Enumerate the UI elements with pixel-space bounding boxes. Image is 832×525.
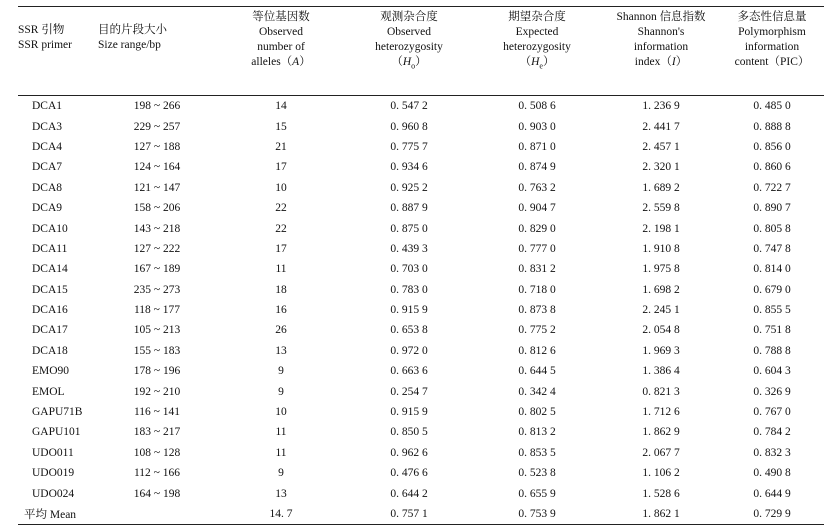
cell-ho: 0. 915 9 xyxy=(390,406,428,419)
cell-he: 0. 903 0 xyxy=(518,120,556,133)
cell-size: 127 ~ 188 xyxy=(133,140,181,153)
cell-alleles: 9 xyxy=(278,385,284,398)
cell-alleles: 9 xyxy=(278,365,284,378)
cell-ho: 0. 962 6 xyxy=(390,446,428,459)
cell-alleles: 10 xyxy=(275,406,287,419)
cell-alleles: 22 xyxy=(275,222,287,235)
cell-mean-label: 平均 Mean xyxy=(18,504,216,525)
cell-size: 198 ~ 266 xyxy=(133,100,181,113)
cell-primer: UDO011 xyxy=(32,446,74,459)
cell-shannon: 1. 862 9 xyxy=(642,426,680,439)
table-row xyxy=(18,341,824,361)
cell-shannon: 1. 236 9 xyxy=(642,100,680,113)
cell-pic: 0. 856 0 xyxy=(753,140,791,153)
table-row xyxy=(18,483,824,503)
cell-he: 0. 853 5 xyxy=(518,446,556,459)
table-row xyxy=(18,116,824,136)
cell-size: 143 ~ 218 xyxy=(133,222,181,235)
cell-ho: 0. 972 0 xyxy=(390,344,428,357)
cell-shannon: 2. 441 7 xyxy=(642,120,680,133)
header-pic: 多态性信息量 Polymorphism information content（PIC） xyxy=(720,7,824,96)
cell-he: 0. 802 5 xyxy=(518,406,556,419)
cell-alleles: 11 xyxy=(275,446,287,459)
cell-primer: DCA3 xyxy=(32,120,63,133)
cell-primer: UDO019 xyxy=(32,467,75,480)
table-row xyxy=(18,157,824,177)
cell-pic: 0. 805 8 xyxy=(753,222,791,235)
cell-shannon: 2. 198 1 xyxy=(642,222,680,235)
cell-he: 0. 829 0 xyxy=(518,222,556,235)
cell-mean-pic: 0. 729 9 xyxy=(720,504,824,525)
cell-primer: DCA17 xyxy=(32,324,68,337)
table-row xyxy=(18,320,824,340)
header-row xyxy=(18,7,824,96)
cell-he: 0. 342 4 xyxy=(518,385,556,398)
cell-ho: 0. 934 6 xyxy=(390,161,428,174)
table-row xyxy=(18,178,824,198)
cell-pic: 0. 784 2 xyxy=(753,426,791,439)
cell-primer: GAPU71B xyxy=(32,406,83,419)
cell-shannon: 2. 457 1 xyxy=(642,140,680,153)
cell-ho: 0. 476 6 xyxy=(390,467,428,480)
cell-primer: DCA9 xyxy=(32,202,63,215)
table-row xyxy=(18,96,824,117)
cell-ho: 0. 915 9 xyxy=(390,304,428,317)
cell-shannon: 2. 054 8 xyxy=(642,324,680,337)
cell-primer: DCA8 xyxy=(32,181,63,194)
cell-size: 178 ~ 196 xyxy=(133,365,181,378)
cell-pic: 0. 679 0 xyxy=(753,283,791,296)
cell-primer: DCA18 xyxy=(32,344,68,357)
table-row xyxy=(18,443,824,463)
cell-primer: DCA7 xyxy=(32,161,63,174)
cell-ho: 0. 850 5 xyxy=(390,426,428,439)
table-row xyxy=(18,300,824,320)
cell-shannon: 1. 698 2 xyxy=(642,283,680,296)
cell-size: 164 ~ 198 xyxy=(133,487,181,500)
cell-he: 0. 644 5 xyxy=(518,365,556,378)
cell-size: 155 ~ 183 xyxy=(133,344,181,357)
cell-alleles: 26 xyxy=(275,324,287,337)
cell-mean-alleles: 14. 7 xyxy=(216,504,346,525)
table-row xyxy=(18,381,824,401)
cell-ho: 0. 960 8 xyxy=(390,120,428,133)
table-row xyxy=(18,239,824,259)
cell-mean-ho: 0. 757 1 xyxy=(346,504,472,525)
cell-he: 0. 873 8 xyxy=(518,304,556,317)
cell-pic: 0. 490 8 xyxy=(753,467,791,480)
cell-alleles: 10 xyxy=(275,181,287,194)
cell-shannon: 1. 528 6 xyxy=(642,487,680,500)
cell-pic: 0. 860 6 xyxy=(753,161,791,174)
mean-row xyxy=(18,504,824,525)
cell-pic: 0. 855 5 xyxy=(753,304,791,317)
cell-shannon: 1. 975 8 xyxy=(642,263,680,276)
cell-he: 0. 904 7 xyxy=(518,202,556,215)
cell-alleles: 18 xyxy=(275,283,287,296)
cell-size: 127 ~ 222 xyxy=(133,242,181,255)
cell-he: 0. 874 9 xyxy=(518,161,556,174)
table-row xyxy=(18,402,824,422)
table-row xyxy=(18,137,824,157)
cell-alleles: 17 xyxy=(275,161,287,174)
cell-size: 124 ~ 164 xyxy=(133,161,181,174)
header-alleles: 等位基因数 Observed number of alleles（A） xyxy=(216,7,346,96)
header-shannon-index: Shannon 信息指数 Shannon's information index（I） xyxy=(602,7,720,96)
cell-ho: 0. 703 0 xyxy=(390,263,428,276)
cell-he: 0. 871 0 xyxy=(518,140,556,153)
cell-pic: 0. 888 8 xyxy=(753,120,791,133)
cell-ho: 0. 925 2 xyxy=(390,181,428,194)
cell-ho: 0. 547 2 xyxy=(390,100,428,113)
cell-he: 0. 508 6 xyxy=(518,100,556,113)
cell-alleles: 22 xyxy=(275,202,287,215)
table-row xyxy=(18,422,824,442)
header-primer: SSR 引物 SSR primer xyxy=(18,7,98,96)
cell-alleles: 13 xyxy=(275,344,287,357)
cell-primer: DCA10 xyxy=(32,222,68,235)
cell-primer: DCA14 xyxy=(32,263,68,276)
cell-he: 0. 777 0 xyxy=(518,242,556,255)
cell-ho: 0. 254 7 xyxy=(390,385,428,398)
cell-pic: 0. 890 7 xyxy=(753,202,791,215)
cell-ho: 0. 439 3 xyxy=(390,242,428,255)
cell-pic: 0. 747 8 xyxy=(753,242,791,255)
cell-he: 0. 812 6 xyxy=(518,344,556,357)
cell-size: 235 ~ 273 xyxy=(133,283,181,296)
cell-pic: 0. 832 3 xyxy=(753,446,791,459)
cell-size: 118 ~ 177 xyxy=(133,304,181,317)
cell-shannon: 1. 106 2 xyxy=(642,467,680,480)
cell-alleles: 16 xyxy=(275,304,287,317)
cell-primer: DCA1 xyxy=(32,100,63,113)
cell-ho: 0. 663 6 xyxy=(390,365,428,378)
cell-size: 112 ~ 166 xyxy=(133,467,181,480)
cell-primer: DCA16 xyxy=(32,304,68,317)
cell-alleles: 13 xyxy=(275,487,287,500)
cell-ho: 0. 887 9 xyxy=(390,202,428,215)
cell-pic: 0. 751 8 xyxy=(753,324,791,337)
cell-ho: 0. 775 7 xyxy=(390,140,428,153)
table-row xyxy=(18,280,824,300)
cell-he: 0. 775 2 xyxy=(518,324,556,337)
cell-mean-shannon: 1. 862 1 xyxy=(602,504,720,525)
cell-he: 0. 763 2 xyxy=(518,181,556,194)
cell-pic: 0. 814 0 xyxy=(753,263,791,276)
cell-shannon: 1. 969 3 xyxy=(642,344,680,357)
cell-ho: 0. 653 8 xyxy=(390,324,428,337)
cell-primer: GAPU101 xyxy=(32,426,81,439)
cell-primer: DCA15 xyxy=(32,283,68,296)
cell-shannon: 1. 386 4 xyxy=(642,365,680,378)
cell-he: 0. 718 0 xyxy=(518,283,556,296)
cell-pic: 0. 788 8 xyxy=(753,344,791,357)
cell-shannon: 2. 559 8 xyxy=(642,202,680,215)
cell-primer: EMOL xyxy=(32,385,65,398)
header-size: 目的片段大小 Size range/bp xyxy=(98,7,216,96)
header-expected-heterozygosity: 期望杂合度 Expected heterozygosity $(H_e)$ xyxy=(472,7,602,96)
cell-size: 121 ~ 147 xyxy=(133,181,181,194)
cell-alleles: 11 xyxy=(275,426,287,439)
cell-shannon: 2. 320 1 xyxy=(642,161,680,174)
cell-shannon: 1. 712 6 xyxy=(642,406,680,419)
table-row xyxy=(18,361,824,381)
table-row xyxy=(18,198,824,218)
cell-size: 158 ~ 206 xyxy=(133,202,181,215)
table-row xyxy=(18,463,824,483)
cell-size: 167 ~ 189 xyxy=(133,263,181,276)
cell-pic: 0. 326 9 xyxy=(753,385,791,398)
cell-shannon: 1. 910 8 xyxy=(642,242,680,255)
cell-primer: EMO90 xyxy=(32,365,70,378)
cell-mean-he: 0. 753 9 xyxy=(472,504,602,525)
cell-he: 0. 831 2 xyxy=(518,263,556,276)
cell-shannon: 2. 245 1 xyxy=(642,304,680,317)
cell-shannon: 1. 689 2 xyxy=(642,181,680,194)
cell-primer: DCA11 xyxy=(32,242,68,255)
cell-alleles: 11 xyxy=(275,263,287,276)
cell-shannon: 0. 821 3 xyxy=(642,385,680,398)
cell-he: 0. 655 9 xyxy=(518,487,556,500)
cell-pic: 0. 604 3 xyxy=(753,365,791,378)
cell-primer: UDO024 xyxy=(32,487,75,500)
table-body xyxy=(18,96,824,525)
cell-size: 183 ~ 217 xyxy=(133,426,181,439)
cell-pic: 0. 767 0 xyxy=(753,406,791,419)
header-observed-heterozygosity: 观测杂合度 Observed heterozygosity $(H_o)$ xyxy=(346,7,472,96)
cell-size: 105 ~ 213 xyxy=(133,324,181,337)
cell-alleles: 15 xyxy=(275,120,287,133)
cell-pic: 0. 485 0 xyxy=(753,100,791,113)
cell-alleles: 21 xyxy=(275,140,287,153)
cell-ho: 0. 875 0 xyxy=(390,222,428,235)
cell-ho: 0. 644 2 xyxy=(390,487,428,500)
cell-ho: 0. 783 0 xyxy=(390,283,428,296)
cell-alleles: 17 xyxy=(275,242,287,255)
cell-he: 0. 523 8 xyxy=(518,467,556,480)
cell-size: 229 ~ 257 xyxy=(133,120,181,133)
cell-pic: 0. 722 7 xyxy=(753,181,791,194)
cell-shannon: 2. 067 7 xyxy=(642,446,680,459)
cell-pic: 0. 644 9 xyxy=(753,487,791,500)
table-row xyxy=(18,218,824,238)
cell-he: 0. 813 2 xyxy=(518,426,556,439)
cell-alleles: 14 xyxy=(275,100,287,113)
table-row xyxy=(18,259,824,279)
cell-primer: DCA4 xyxy=(32,140,63,153)
cell-size: 108 ~ 128 xyxy=(133,446,181,459)
cell-size: 116 ~ 141 xyxy=(133,406,181,419)
ssr-diversity-table xyxy=(18,6,824,525)
cell-size: 192 ~ 210 xyxy=(133,385,181,398)
cell-alleles: 9 xyxy=(278,467,284,480)
